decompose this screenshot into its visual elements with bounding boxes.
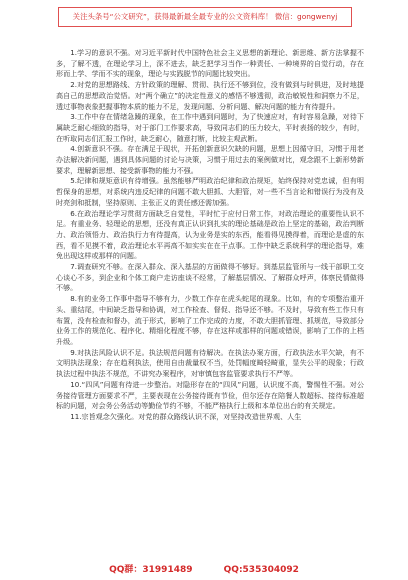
footer-qq-number: QQ:535304092 xyxy=(223,565,299,575)
document-body xyxy=(56,48,364,554)
paragraph-4: 4.创新意识不强。存在满足于现状，开拓创新意识欠缺的问题，思想上因循守旧，习惯于用老办法解决新问题，遇到具体问题的讨论与决策，习惯于用过去的案例做对比，观念跟不上新形势新要求，理解新思想、接受新事物的能力不强。 xyxy=(56,144,364,175)
paragraph-10: 10.“四风”问题有待进一步整治。对隐形存在的“四风”问题，认识度不高，警惕性不强。对公务接待管理方面要求不严，主要表现在公务接待既有节俭，但尔还存在陪餐人数超标、接待标准超标的问题，对会务公务活动等勤俭节约不够，不能严格执行上级和本单位出台的有关规定。 xyxy=(56,379,364,411)
paragraph-2: 2.对党的思想路线、方针政策的理解、贯彻、执行还不够到位，没有做到与时俱进，及时地提高自己的思想政治觉悟。对“两个确立”的决定性意义的感悟不够透彻，政治敏锐性和洞察力不足，透过事物表象把握事物本质的能力不足，发现问题、分析问题、解决问题的能力有待提升。 xyxy=(56,80,364,111)
paragraph-3: 3.工作中存在情绪急躁的现象，在工作中遇到问题时，为了快速应对，有时容易急躁，对待下属缺乏耐心细致的指导，对于部门工作要求高，导致同志们的压力较大，平时表扬的较少，有时，在听取同志们汇报工作时，缺乏耐心，随意打断，比较主观武断。 xyxy=(56,112,364,143)
footer-contact xyxy=(0,562,408,575)
footer-qq-group: QQ群：31991489 xyxy=(109,565,193,575)
paragraph-5: 5.纪律和规矩意识有待增强。虽然能够严明政治纪律和政治规矩，始终保持对党忠诚，但有明哲保身的思想，对系统内违反纪律的问题不敢大胆抓、大胆管，对一些不当言论和错误行为没有及时亮剑和抵制，坚持原则、主张正义的责任感还需加强。 xyxy=(56,176,364,207)
paragraph-6: 6.在政治理论学习贯彻方面缺乏自觉性，平时忙于应付日常工作，对政治理论的重要性认识不足。有重业务、轻理论的思想，还没有真正认识到扎实的理论基础是政治上坚定的基础，政治判断力、政治领悟力、政治执行力有待提高，认为业务是实的东西，能看得见摸得着，而理论是虚的东西，看不见摸不着，政治理论水平再高不如实实在在干点事。工作中缺乏系统科学的理论指导，难免出现这样或那样的问题。 xyxy=(56,208,364,261)
paragraph-11: 11.宗旨观念欠强化。对党的群众路线认识不深，对坚持改造世界观、人生 xyxy=(70,411,302,421)
paragraph-8: 8.有的业务工作事中指导不够有力，少数工作存在虎头蛇尾的现象。比如，有的专项整治重开头、重结尾，中间缺乏指导和协调，对工作检查、督促、指导还不够。不及时，导致有些工作只有布置，没有检查和督办，流于形式，影响了工作完成的力度，不敢大胆抓管理、抓规范，导致部分业务工作的规范化、程序化、精细化程度不够，存在这样或那样的问题或错误，影响了工作的上档升级。 xyxy=(56,294,364,346)
paragraph-1: 1.学习的意识不强。对习近平新时代中国特色社会主义思想的新理论、新思维、新方法掌握不多，了解不透，在理论学习上，深不进去，缺乏把学习当作一种责任、一种境界的自觉行动，存在形而上学、学而不实的现象，理论与实践脱节的问题比较突出。 xyxy=(56,48,364,79)
paragraph-9: 9.对执法风险认识不足。执法规范问题有待解决。在执法办案方面，行政执法水平欠缺，有不文明执法现象；存在趋利执法，使用自由裁量权不当，处罚幅度畸轻畸重，显失公平的现象；行政执法过程中执法不规范，不讲究办案程序，对审慎包容监管要求执行不严等。 xyxy=(56,347,364,379)
header-banner: 关注头条号“公文研究”，获得最新最全最专业的公文资料库！ 微信：gongwenyj xyxy=(58,7,352,27)
paragraph-7: 7.调查研究不够。在深入群众、深入基层的方面做得不够好。到基层监管所与一线干部职工交心谈心不多，到企业和个体工商户走访座谈不经常，了解基层情况、了解群众呼声，体察民情做得不够。 xyxy=(56,262,364,293)
